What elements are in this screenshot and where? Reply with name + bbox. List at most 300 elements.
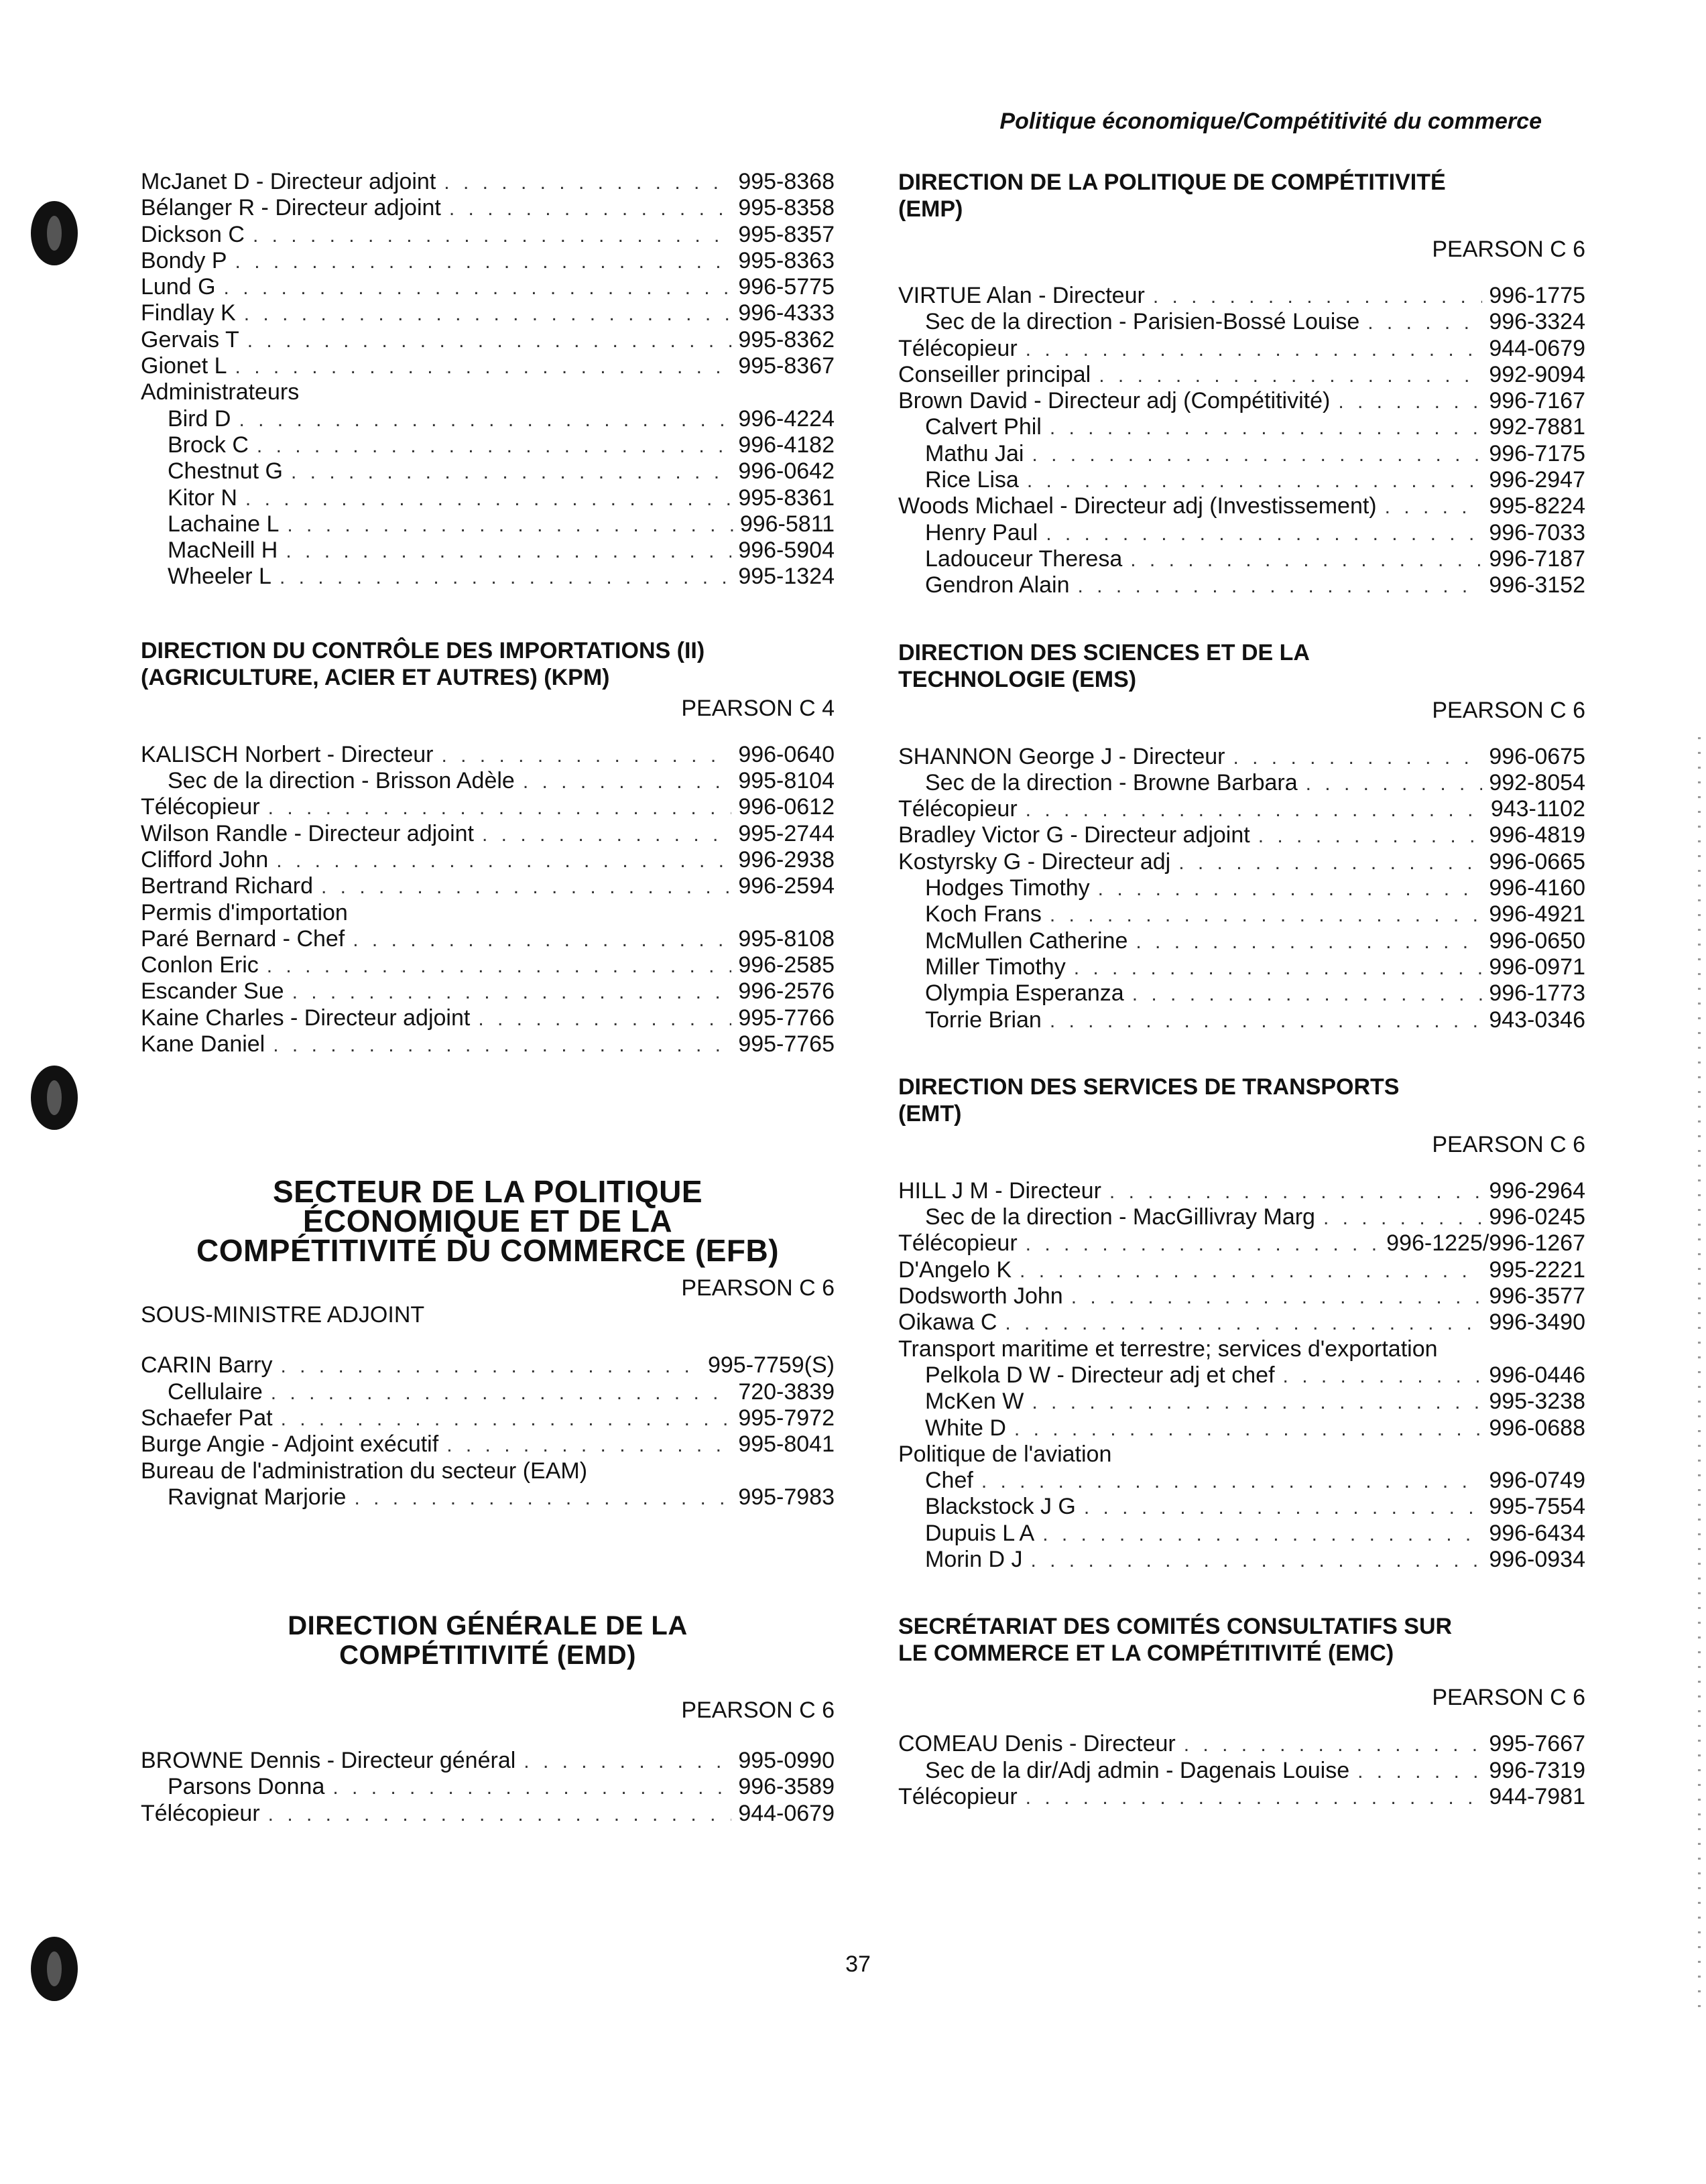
entry-phone: 996-7319 — [1489, 1757, 1585, 1783]
directory-entry — [898, 520, 1585, 546]
directory-entry — [141, 1801, 835, 1827]
entry-phone: 995-7766 — [738, 1005, 835, 1031]
entry-phone: 996-0675 — [1489, 743, 1585, 769]
entry-phone: 996-7175 — [1489, 440, 1585, 466]
entry-phone: 996-4160 — [1489, 875, 1585, 901]
entry-name: Koch Frans — [925, 901, 1042, 927]
left-column — [141, 169, 835, 1827]
dot-leader — [292, 979, 732, 1005]
entry-phone: 995-1324 — [738, 564, 835, 590]
directory-list — [141, 406, 835, 590]
dot-leader — [280, 1353, 701, 1379]
directory-entry — [141, 300, 835, 326]
dot-leader — [446, 1432, 731, 1458]
directory-entry — [898, 1204, 1585, 1230]
dot-leader — [1258, 823, 1483, 849]
section-title: DIRECTION GÉNÉRALE DE LA COMPÉTITIVITÉ (EMD) — [288, 1611, 688, 1671]
dot-leader — [245, 486, 731, 512]
entry-name: CARIN Barry — [141, 1352, 273, 1378]
entry-phone: 944-7981 — [1489, 1783, 1585, 1809]
entry-phone: 996-5811 — [739, 511, 835, 537]
entry-phone: 996-1773 — [1489, 980, 1585, 1007]
dot-leader — [280, 564, 731, 590]
dot-leader — [1385, 494, 1483, 520]
entry-phone: 995-7983 — [738, 1484, 835, 1510]
dot-leader — [1032, 1389, 1482, 1415]
entry-phone: 995-7554 — [1489, 1494, 1585, 1520]
directory-entry — [141, 222, 835, 248]
directory-entry — [141, 978, 835, 1005]
entry-name: Télécopieur — [141, 794, 260, 820]
dot-leader — [1026, 797, 1484, 823]
directory-entry — [898, 980, 1585, 1007]
directory-entry — [141, 1405, 835, 1431]
directory-entry — [898, 414, 1585, 440]
entry-name: Rice Lisa — [925, 467, 1019, 493]
entry-name: Bondy P — [141, 247, 227, 273]
directory-entry — [898, 362, 1585, 388]
entry-phone: 995-8357 — [738, 221, 835, 247]
directory-entry — [141, 537, 835, 564]
entry-name: Miller Timothy — [925, 954, 1066, 980]
section-location: PEARSON C 6 — [1432, 237, 1585, 262]
entry-phone: 996-7187 — [1489, 545, 1585, 572]
directory-entry — [898, 875, 1585, 901]
entry-name: Bélanger R - Directeur adjoint — [141, 195, 441, 221]
group-label: Bureau de l'administration du secteur (EAM) — [141, 1458, 588, 1484]
entry-phone: 996-0934 — [1489, 1546, 1585, 1572]
directory-entry — [898, 901, 1585, 927]
entry-name: Gendron Alain — [925, 572, 1070, 598]
directory-list — [141, 926, 835, 1057]
section-location: PEARSON C 6 — [1432, 1685, 1585, 1711]
entry-name: McMullen Catherine — [925, 927, 1128, 954]
entry-name: Télécopieur — [141, 1800, 260, 1826]
section-title: SECRÉTARIAT DES COMITÉS CONSULTATIFS SUR LE COMMERCE ET LA COMPÉTITIVITÉ (EMC) — [898, 1614, 1453, 1667]
directory-entry — [141, 274, 835, 300]
entry-name: Chef — [925, 1468, 973, 1494]
dot-leader — [257, 433, 731, 459]
directory-entry — [898, 1784, 1585, 1810]
directory-entry — [141, 511, 835, 537]
dot-leader — [1050, 902, 1482, 928]
entry-name: Ravignat Marjorie — [168, 1484, 347, 1510]
entry-phone: 944-0679 — [1489, 335, 1585, 361]
directory-entry — [141, 195, 835, 221]
directory-entry — [898, 1309, 1585, 1336]
directory-entry — [898, 1230, 1585, 1257]
entry-name: Henry Paul — [925, 519, 1038, 545]
entry-name: Mathu Jai — [925, 440, 1024, 466]
directory-entry — [141, 952, 835, 978]
directory-list — [141, 1748, 835, 1827]
entry-phone: 996-4333 — [738, 300, 835, 326]
entry-name: Télécopieur — [898, 796, 1018, 822]
directory-list — [898, 1362, 1585, 1441]
dot-leader — [1046, 521, 1482, 547]
directory-entry — [141, 485, 835, 511]
directory-entry — [141, 1005, 835, 1031]
section-title: DIRECTION DU CONTRÔLE DES IMPORTATIONS (II) (AGRICULTURE, ACIER ET AUTRES) (KPM) — [141, 637, 705, 690]
directory-entry — [898, 954, 1585, 980]
dot-leader — [281, 1406, 732, 1432]
entry-phone: 996-2947 — [1489, 467, 1585, 493]
entry-phone: 996-0640 — [738, 741, 835, 767]
entry-phone: 996-2938 — [738, 846, 835, 873]
dot-leader — [1050, 415, 1482, 441]
dot-leader — [1099, 363, 1482, 389]
dot-leader — [235, 249, 732, 275]
dot-leader — [224, 275, 732, 301]
directory-entry — [898, 1362, 1585, 1389]
entry-phone: 995-8358 — [738, 195, 835, 221]
dot-leader — [1078, 573, 1483, 599]
directory-list — [141, 1484, 835, 1511]
directory-list — [898, 1178, 1585, 1336]
dot-leader — [449, 196, 731, 222]
entry-name: Sec de la dir/Adj admin - Dagenais Louise — [925, 1757, 1350, 1783]
directory-entry — [898, 1178, 1585, 1204]
sector-title: SECTEUR DE LA POLITIQUE ÉCONOMIQUE ET DE LA COMPÉTITIVITÉ DU COMMERCE (EFB) — [196, 1174, 780, 1269]
entry-phone: 995-8108 — [738, 925, 835, 952]
dot-leader — [1357, 1758, 1482, 1785]
dot-leader — [1323, 1205, 1482, 1231]
entry-phone: 995-8363 — [738, 247, 835, 273]
directory-entry — [141, 1352, 835, 1378]
entry-name: Kaine Charles - Directeur adjoint — [141, 1005, 471, 1031]
directory-entry — [898, 1758, 1585, 1784]
directory-entry — [141, 1379, 835, 1405]
entry-name: Torrie Brian — [925, 1007, 1042, 1033]
entry-name: Conseiller principal — [898, 361, 1091, 387]
dot-leader — [1153, 283, 1482, 310]
entry-name: Findlay K — [141, 300, 236, 326]
entry-phone: 995-7765 — [738, 1031, 835, 1057]
entry-phone: 995-3238 — [1489, 1389, 1585, 1415]
dot-leader — [291, 459, 731, 485]
directory-entry — [141, 169, 835, 195]
entry-phone: 992-7881 — [1489, 414, 1585, 440]
entry-name: Sec de la direction - Brisson Adèle — [168, 768, 515, 794]
dot-leader — [1136, 929, 1482, 955]
entry-phone: 992-9094 — [1489, 361, 1585, 387]
directory-entry — [141, 353, 835, 379]
dot-leader — [271, 1380, 732, 1406]
entry-name: Calvert Phil — [925, 414, 1042, 440]
section-location: PEARSON C 6 — [681, 1697, 835, 1724]
entry-phone: 996-1775 — [1489, 283, 1585, 308]
entry-name: Pelkola D W - Directeur adj et chef — [925, 1362, 1275, 1388]
directory-entry — [898, 1731, 1585, 1757]
entry-name: HILL J M - Directeur — [898, 1177, 1101, 1204]
dot-leader — [1367, 310, 1482, 336]
dot-leader — [287, 512, 733, 538]
directory-list — [898, 1468, 1585, 1573]
entry-phone: 995-8104 — [738, 768, 835, 794]
directory-entry — [141, 248, 835, 274]
directory-entry — [898, 822, 1585, 848]
dot-leader — [1026, 1785, 1483, 1811]
directory-entry — [898, 493, 1585, 519]
entry-name: Sec de la direction - MacGillivray Marg — [925, 1204, 1315, 1230]
entry-name: Sec de la direction - Parisien-Bossé Louise — [925, 309, 1360, 335]
dot-leader — [321, 874, 731, 900]
group-label: Administrateurs — [141, 379, 300, 405]
dot-leader — [1074, 955, 1483, 981]
entry-phone: 996-0650 — [1489, 927, 1585, 954]
directory-entry — [898, 1547, 1585, 1573]
dot-leader — [286, 538, 731, 564]
entry-phone: 996-0245 — [1489, 1204, 1585, 1230]
directory-list — [141, 169, 835, 379]
entry-name: Brock C — [168, 432, 249, 458]
entry-phone: 943-0346 — [1489, 1007, 1585, 1033]
entry-phone: 995-7972 — [738, 1405, 835, 1431]
dot-leader — [268, 1801, 732, 1827]
dot-leader — [1098, 876, 1483, 902]
directory-entry — [141, 847, 835, 873]
entry-phone: 996-2964 — [1489, 1177, 1585, 1204]
directory-entry — [898, 441, 1585, 467]
entry-phone: 995-7667 — [1489, 1731, 1585, 1757]
entry-phone: 996-0446 — [1489, 1362, 1585, 1388]
entry-name: Chestnut G — [168, 458, 283, 485]
dot-leader — [267, 953, 732, 979]
group-label: Transport maritime et terrestre; services d'exportation — [898, 1336, 1438, 1362]
directory-entry — [898, 388, 1585, 414]
sub-label: SOUS-MINISTRE ADJOINT — [141, 1302, 425, 1328]
dot-leader — [247, 328, 732, 354]
entry-phone: 996-5775 — [738, 274, 835, 300]
entry-phone: 996-2576 — [738, 978, 835, 1005]
dot-leader — [235, 354, 732, 380]
dot-leader — [1026, 1231, 1380, 1257]
directory-entry — [141, 1748, 835, 1774]
dot-leader — [1132, 981, 1483, 1007]
directory-entry — [898, 336, 1585, 362]
entry-name: Kitor N — [168, 485, 237, 511]
entry-phone: 995-8041 — [738, 1431, 835, 1458]
dot-leader — [353, 927, 731, 953]
directory-entry — [141, 406, 835, 432]
entry-name: Dupuis L A — [925, 1520, 1035, 1546]
dot-leader — [1178, 850, 1482, 876]
dot-leader — [981, 1468, 1482, 1494]
section-location: PEARSON C 4 — [681, 695, 835, 721]
entry-phone: 996-3589 — [738, 1774, 835, 1800]
directory-entry — [141, 768, 835, 794]
entry-name: Gionet L — [141, 353, 227, 379]
dot-leader — [524, 1748, 731, 1775]
entry-phone: 996-4921 — [1489, 901, 1585, 927]
directory-entry — [141, 1484, 835, 1511]
directory-entry — [898, 849, 1585, 875]
entry-name: Télécopieur — [898, 335, 1018, 361]
entry-name: Paré Bernard - Chef — [141, 925, 345, 952]
entry-phone: 996-0612 — [738, 794, 835, 820]
entry-phone: 996-5904 — [738, 537, 835, 564]
entry-name: White D — [925, 1415, 1006, 1441]
right-column — [898, 169, 1585, 1810]
directory-entry — [898, 1521, 1585, 1547]
dot-leader — [268, 795, 732, 821]
entry-name: Bird D — [168, 405, 231, 432]
entry-phone: 944-0679 — [738, 1800, 835, 1826]
binder-hole — [31, 1066, 78, 1130]
entry-phone: 995-0990 — [738, 1748, 835, 1774]
dot-leader — [1050, 1008, 1482, 1034]
entry-phone: 996-2594 — [738, 873, 835, 899]
section-location: PEARSON C 6 — [1432, 1131, 1585, 1157]
entry-phone: 995-8361 — [738, 485, 835, 511]
entry-name: Schaefer Pat — [141, 1405, 273, 1431]
dot-leader — [1027, 468, 1482, 494]
directory-entry — [898, 283, 1585, 309]
dot-leader — [253, 222, 731, 249]
entry-phone: 720-3839 — [738, 1378, 835, 1405]
group-label: Politique de l'aviation — [898, 1441, 1112, 1467]
entry-phone: 996-3324 — [1489, 309, 1585, 335]
directory-entry — [141, 1031, 835, 1057]
entry-name: KALISCH Norbert - Directeur — [141, 741, 434, 767]
directory-entry — [141, 794, 835, 820]
dot-leader — [1005, 1310, 1482, 1336]
directory-entry — [141, 1431, 835, 1458]
entry-phone: 995-2221 — [1489, 1257, 1585, 1283]
entry-name: Burge Angie - Adjoint exécutif — [141, 1431, 439, 1458]
directory-entry — [898, 467, 1585, 493]
dot-leader — [1084, 1494, 1482, 1521]
entry-name: Wheeler L — [168, 564, 271, 590]
entry-name: Brown David - Directeur adj (Compétitivité) — [898, 388, 1331, 414]
section-title: DIRECTION DES SCIENCES ET DE LA TECHNOLOGIE (EMS) — [898, 639, 1310, 692]
entry-name: MacNeill H — [168, 537, 278, 564]
dot-leader — [1071, 1284, 1483, 1310]
entry-phone: 996-7033 — [1489, 519, 1585, 545]
entry-phone: 996-6434 — [1489, 1520, 1585, 1546]
dot-leader — [276, 848, 731, 874]
entry-name: Télécopieur — [898, 1783, 1018, 1809]
entry-name: McKen W — [925, 1389, 1024, 1415]
entry-phone: 995-7759(S) — [707, 1352, 835, 1378]
dot-leader — [273, 1032, 731, 1058]
entry-name: Hodges Timothy — [925, 875, 1090, 901]
directory-entry — [898, 309, 1585, 335]
binder-hole — [31, 201, 78, 265]
directory-entry — [898, 546, 1585, 572]
directory-list — [898, 744, 1585, 1033]
entry-phone: 996-4182 — [738, 432, 835, 458]
entry-name: Dodsworth John — [898, 1283, 1063, 1309]
directory-list — [141, 742, 835, 900]
entry-name: Lund G — [141, 274, 216, 300]
dot-leader — [1338, 389, 1482, 415]
entry-name: VIRTUE Alan - Directeur — [898, 283, 1145, 308]
group-label: Permis d'importation — [141, 899, 348, 925]
directory-entry — [141, 926, 835, 952]
entry-name: COMEAU Denis - Directeur — [898, 1731, 1176, 1757]
directory-entry — [141, 458, 835, 485]
directory-entry — [141, 432, 835, 458]
entry-name: Blackstock J G — [925, 1494, 1076, 1520]
entry-name: Olympia Esperanza — [925, 980, 1124, 1007]
entry-name: Lachaine L — [168, 511, 280, 537]
entry-phone: 996-3490 — [1489, 1309, 1585, 1336]
directory-entry — [898, 1389, 1585, 1415]
entry-name: Télécopieur — [898, 1230, 1018, 1257]
entry-name: Cellulaire — [168, 1378, 263, 1405]
entry-phone: 996-7167 — [1489, 388, 1585, 414]
dot-leader — [354, 1485, 731, 1511]
entry-phone: 996-0688 — [1489, 1415, 1585, 1441]
entry-phone: 996-4224 — [738, 405, 835, 432]
entry-phone: 995-8367 — [738, 353, 835, 379]
dot-leader — [1014, 1416, 1482, 1442]
dot-leader — [444, 170, 731, 196]
dot-leader — [1030, 1547, 1482, 1573]
directory-entry — [898, 1257, 1585, 1283]
section-location: PEARSON C 6 — [1432, 697, 1585, 723]
dot-leader — [1283, 1363, 1483, 1389]
entry-name: D'Angelo K — [898, 1257, 1012, 1283]
entry-name: BROWNE Dennis - Directeur général — [141, 1748, 516, 1774]
dot-leader — [1233, 745, 1482, 771]
directory-entry — [898, 1283, 1585, 1309]
section-title: DIRECTION DES SERVICES DE TRANSPORTS (EMT) — [898, 1074, 1400, 1127]
dot-leader — [1130, 547, 1482, 573]
entry-phone: 996-3152 — [1489, 572, 1585, 598]
entry-name: Escander Sue — [141, 978, 284, 1005]
dot-leader — [482, 822, 731, 848]
entry-phone: 996-0971 — [1489, 954, 1585, 980]
directory-entry — [898, 1494, 1585, 1520]
entry-phone: 995-2744 — [738, 820, 835, 846]
dot-leader — [1032, 442, 1482, 468]
directory-list — [898, 1731, 1585, 1810]
dot-leader — [1109, 1179, 1482, 1205]
entry-name: Wilson Randle - Directeur adjoint — [141, 820, 474, 846]
dot-leader — [441, 743, 731, 769]
entry-phone: 996-0665 — [1489, 848, 1585, 875]
entry-name: Bertrand Richard — [141, 873, 314, 899]
directory-entry — [898, 770, 1585, 796]
page-number: 37 — [845, 1951, 871, 1977]
dot-leader — [1026, 336, 1483, 363]
directory-entry — [898, 1415, 1585, 1441]
section-title: DIRECTION DE LA POLITIQUE DE COMPÉTITIVITÉ (EMP) — [898, 170, 1446, 222]
entry-phone: 943-1102 — [1490, 796, 1585, 822]
dot-leader — [1020, 1258, 1482, 1284]
page-header: Politique économique/Compétitivité du commerce — [999, 109, 1542, 134]
entry-name: Gervais T — [141, 326, 239, 352]
entry-phone: 995-8362 — [738, 326, 835, 352]
entry-name: Oikawa C — [898, 1309, 997, 1336]
directory-entry — [141, 821, 835, 847]
dot-leader — [244, 301, 732, 327]
directory-entry — [898, 744, 1585, 770]
scan-edge-marks — [1698, 737, 1701, 2010]
entry-phone: 992-8054 — [1489, 769, 1585, 795]
directory-entry — [141, 742, 835, 768]
directory-entry — [898, 1468, 1585, 1494]
entry-phone: 996-2585 — [738, 952, 835, 978]
entry-name: Sec de la direction - Browne Barbara — [925, 769, 1298, 795]
entry-phone: 996-3577 — [1489, 1283, 1585, 1309]
entry-phone: 995-8224 — [1489, 493, 1585, 519]
directory-list — [141, 1352, 835, 1458]
entry-phone: 996-1225/996-1267 — [1386, 1230, 1585, 1257]
directory-entry — [898, 796, 1585, 822]
